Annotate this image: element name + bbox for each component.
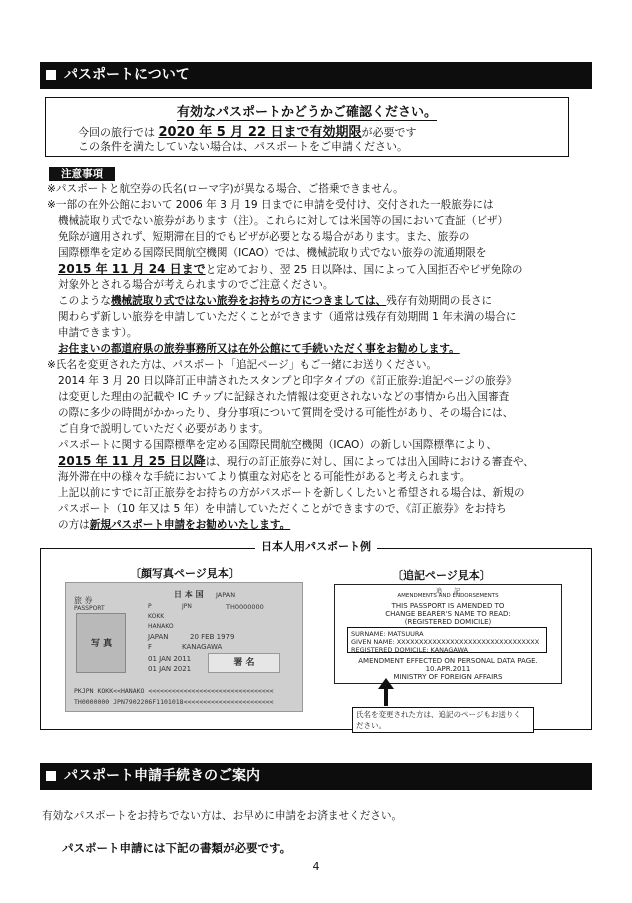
notice-line-2: この条件を満たしていない場合は、パスポートをご申請ください。 (78, 140, 408, 153)
passport-code: JPN (182, 603, 192, 610)
section-title: パスポート申請手続きのご案内 (64, 768, 260, 784)
caution-text: の方は新規パスポート申請をお勧めいたします。 (58, 519, 291, 531)
amend-ministry: MINISTRY OF FOREIGN AFFAIRS (393, 673, 503, 681)
caution-text: パスポートに関する国際標準を定める国際民間航空機関（ICAO）の新しい国際標準により、 (58, 439, 498, 451)
notice-title: 有効なパスポートかどうかご確認ください。 (176, 105, 437, 120)
caution-text: 海外滞在中の様々な手続においてより慎重な対応をとる可能性があると考えられます。 (58, 471, 471, 483)
section-header-application (40, 763, 592, 790)
caution-text: 免除が適用されず、短期滞在目的でもビザが必要となる場合があります。また、旅券の (58, 231, 470, 243)
caution-tag: 注意事項 (49, 167, 115, 181)
callout-line: ださい。 (356, 721, 386, 730)
notice-line-1: 今回の旅行では 2020 年 5 月 22 日まで有効期限が必要です (78, 125, 417, 140)
amend-domicile: REGISTERED DOMICILE: KANAGAWA (351, 646, 468, 654)
passport-given: HANAKO (148, 623, 174, 630)
signature-box: 署 名 (208, 653, 280, 673)
caution-text: 2015 年 11 月 25 日以降は、現行の訂正旅券に対し、国によっては出入国時における審査や、 (58, 454, 534, 468)
caution-text: 国際標準を定める国際民間航空機関（ICAO）では、機械読取り式でない旅券の流通期限を (58, 247, 487, 259)
caution-text: ご自身で説明していただく必要があります。 (58, 423, 270, 435)
passport-sex: F (148, 643, 153, 651)
passport-expiry: 01 JAN 2021 (148, 665, 192, 673)
mrz-line-1: PKJPN KOKK<<HANAKO <<<<<<<<<<<<<<<<<<<<<<<<<<<<<<<< (74, 687, 274, 695)
caution-text: 2015 年 11 月 24 日までと定めており、翌 25 日以降は、国によって入国拒否やビザ免除の (58, 262, 523, 276)
passport-amendment-page-sample (334, 584, 562, 684)
amend-given: GIVEN NAME: XXXXXXXXXXXXXXXXXXXXXXXXXXXXXXXX (351, 638, 540, 646)
amend-callout (352, 707, 534, 733)
amend-head-jp: 追 記 (435, 588, 460, 595)
passport-type-label: 旅 券 (74, 596, 93, 605)
validity-notice-box (45, 97, 569, 157)
callout-line: 氏名を変更された方は、追記のページもお送りく (356, 710, 521, 719)
passport-number: TH0000000 (226, 603, 264, 611)
amend-text: AMENDMENT EFFECTED ON PERSONAL DATA PAGE. (358, 657, 538, 665)
photo-placeholder: 写 真 (76, 613, 126, 673)
documents-required: パスポート申請には下記の書類が必要です。 (62, 841, 292, 855)
passport-surname: KOKK (148, 613, 165, 620)
passport-type: P (148, 603, 152, 610)
passport-nationality: JAPAN (148, 633, 169, 641)
amend-name-box (347, 627, 547, 653)
passport-type-en: PASSPORT (74, 605, 105, 612)
amend-text: THIS PASSPORT IS AMENDED TO (391, 602, 505, 610)
example-title: 日本人用パスポート例 (0, 538, 632, 554)
caution-text: このような機械読取り式ではない旅券をお持ちの方につきましては、残存有効期間の長さに (58, 295, 493, 307)
amend-surname: SURNAME: MATSUURA (351, 630, 424, 638)
arrow-shaft (384, 688, 388, 706)
caution-text: ※パスポートと航空券の氏名(ローマ字)が異なる場合、ご搭乗できません。 (47, 183, 404, 195)
caution-text: は変更した理由の記載や IC チップに記録された情報は変更されないなどの事情から出入国審査 (58, 391, 510, 403)
notice-validity-date: 2020 年 5 月 22 日まで有効期限 (158, 125, 362, 140)
caution-text: 上記以前にすでに訂正旅券をお持ちの方がパスポートを新しくしたいと希望される場合は、新規の (58, 487, 525, 499)
passport-registered: KANAGAWA (182, 643, 223, 651)
caution-text: 申請できます）。 (58, 327, 138, 339)
square-bullet-icon (46, 771, 56, 781)
amend-text: CHANGE BEARER'S NAME TO READ: (385, 610, 511, 618)
mrz-line-2: TH0000000 JPN7902206F1101018<<<<<<<<<<<<<<<<<<<<<<< (74, 698, 274, 706)
photo-page-label: 〔顔写真ページ見本〕 (130, 567, 240, 580)
caution-text: パスポート（10 年又は 5 年）を申請していただくことができますので、《訂正旅券》をお持ち (58, 503, 507, 515)
caution-text: 機械読取り式でない旅券があります（注）。これらに対しては米国等の国において査証（ビザ） (58, 215, 509, 227)
square-bullet-icon (46, 70, 56, 80)
amend-head-en: AMENDMENTS AND ENDORSEMENTS (397, 593, 499, 599)
amend-page-label: 〔追記ページ見本〕 (392, 569, 491, 582)
passport-dob: 20 FEB 1979 (190, 633, 235, 641)
passport-header-jp: 日 本 国 (174, 590, 204, 599)
passport-issue: 01 JAN 2011 (148, 655, 192, 663)
application-intro: 有効なパスポートをお持ちでない方は、お早めに申請をお済ませください。 (42, 810, 403, 822)
caution-text: ※氏名を変更された方は、パスポート「追記ページ」もご一緒にお送りください。 (47, 359, 438, 371)
caution-text: 関わらず新しい旅券を申請していただくことができます（通常は残存有効期間 1 年未満の場合に (58, 311, 517, 323)
caution-text: ※一部の在外公館において 2006 年 3 月 19 日までに申請を受付け、交付された一般旅券には (47, 199, 494, 211)
caution-text: 2014 年 3 月 20 日以降訂正申請されたスタンプと印字タイプの《訂正旅券:追記ページの旅券》 (58, 375, 517, 387)
section-title: パスポートについて (64, 67, 190, 83)
caution-text: お住まいの都道府県の旅券事務所又は在外公館にて手続いただく事をお勧めします。 (58, 343, 460, 355)
passport-header-en: JAPAN (216, 591, 236, 599)
amend-date: 10.APR.2011 (425, 665, 471, 673)
caution-text: 対象外とされる場合が考えられますのでご注意ください。 (58, 279, 334, 291)
amend-text: (REGISTERED DOMICILE) (404, 618, 492, 626)
passport-photo-page-sample (65, 582, 303, 712)
page-number: 4 (312, 860, 320, 873)
caution-text: の際に多少の時間がかかったり、身分事項について質問を受ける可能性があり、その場合には、 (58, 407, 514, 419)
section-header-passport (40, 62, 592, 89)
